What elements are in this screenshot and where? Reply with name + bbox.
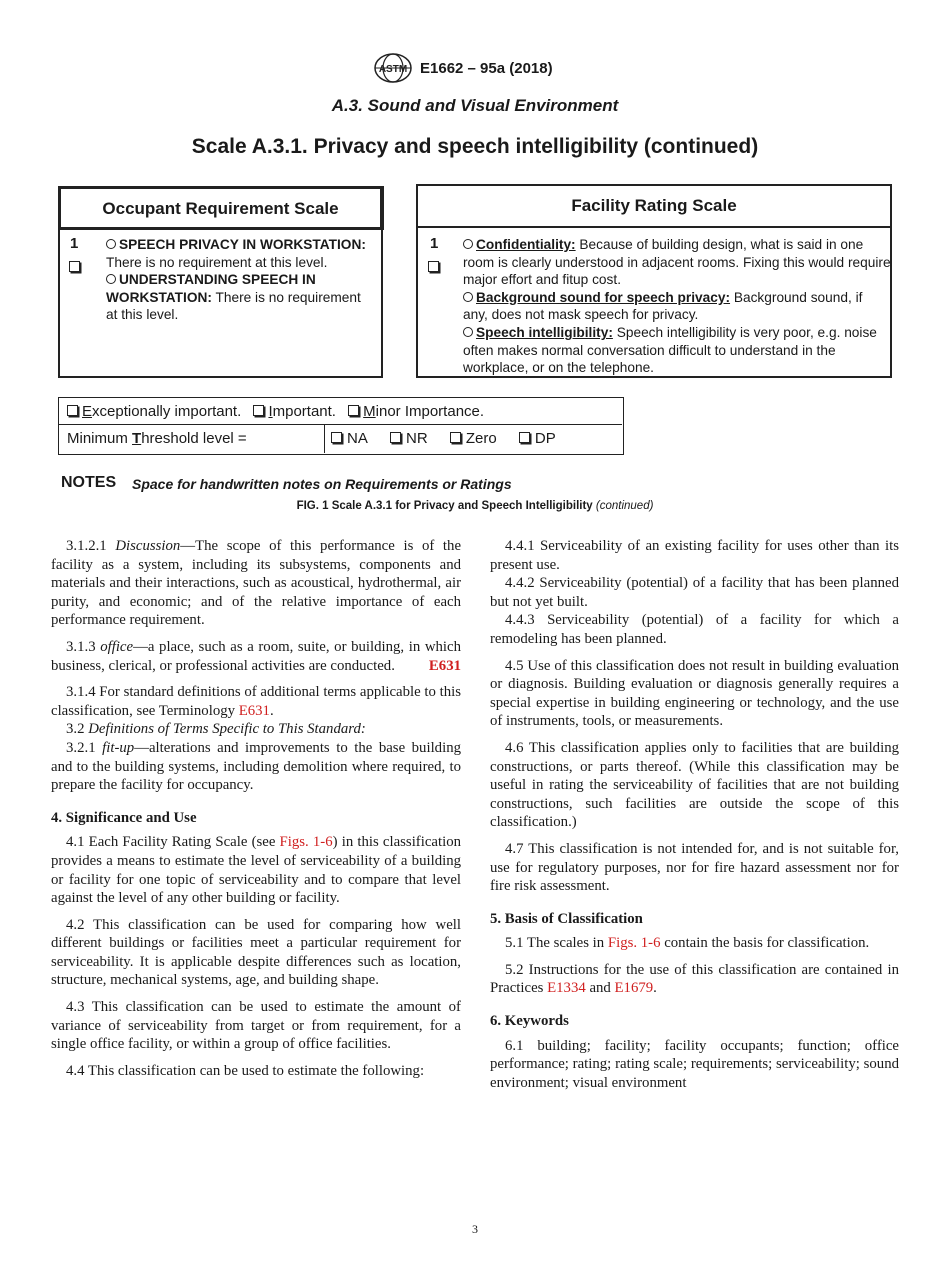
importance-table [58,397,624,455]
facility-level-number: 1 [430,235,439,252]
figure-caption: FIG. 1 Scale A.3.1 for Privacy and Speech Intelligibility (continued) [296,500,654,512]
section-title: A.3. Sound and Visual Environment [331,96,619,115]
importance-option-minor[interactable]: Minor Importance. [348,403,484,420]
facility-item [463,236,891,289]
heading-4: 4. Significance and Use [51,809,197,826]
threshold-option-na[interactable]: NA [331,430,368,447]
threshold-label: Minimum Threshold level = [59,425,325,453]
facility-level-checkbox[interactable] [428,259,439,277]
facility-item [463,324,891,377]
paragraph-6-1: 6.1 building; facility; facility occupants; function; office performance; rating; rating scale; requirements; serviceability; sound environment; visual environment [490,1037,899,1091]
paragraph-3-1-2-1: 3.1.2.1 Discussion—The scope of this performance is of the facility as a system, including its subsystems, components and materials and their interactions, such as acoustical, hydrothermal, air purity, and economic; and of the relative importance of each performance requirement. [51,538,462,629]
threshold-options [325,425,622,453]
paragraph-4-1: 4.1 Each Facility Rating Scale (see Figs. 1-6) in this classification provides a means to estimate the level of serviceability of a building or facility for one topic of serviceability and to compare that level against the level of any other building or facility. [51,834,461,907]
scale-title: Scale A.3.1. Privacy and speech intelligibility (continued) [191,135,759,158]
astm-logo-icon [373,52,413,84]
occupant-item [106,271,376,324]
occupant-requirement-text [106,236,376,324]
importance-option-exceptional[interactable]: Exceptionally important. [67,403,241,420]
figs-link[interactable]: Figs. 1-6 [607,935,661,952]
paragraph-4-4-2: 4.4.2 Serviceability (potential) of a facility that has been planned but not yet built. [490,575,899,610]
radio-circle-icon [463,327,473,337]
paragraph-3-1-3: 3.1.3 office—a place, such as a room, suite, or building, in which business, clerical, or professional activities are conducted. E631 [51,638,461,674]
facility-item-text: Because of building design, what is said in one room is clearly understood in adjacent rooms. Fixing this would require major effort and fitup cost. [463,237,891,288]
occupant-scale-heading: Occupant Requirement Scale [58,186,384,230]
radio-circle-icon [106,239,116,249]
occupant-item-text: There is no requirement at this level. [106,254,328,270]
radio-circle-icon [463,292,473,302]
e631-link[interactable]: E631 [238,702,270,719]
facility-item-term: Speech intelligibility: [476,324,613,340]
svg-text:ASTM: ASTM [378,64,408,75]
paragraph-4-6: 4.6 This classification applies only to facilities that are building constructions, or parts thereof. (While this classification may be useful in rating the serviceability of facilities that are not building constructions, such facilities are outside the scope of this classification.) [490,739,899,831]
occupant-item [106,236,376,271]
paragraph-4-3: 4.3 This classification can be used to estimate the amount of variance of serviceability from target or from requirement, for a single office facility, or within a group of office facilities. [51,999,461,1053]
facility-item-text: Speech intelligibility is very poor, e.g. noise often makes normal conversation difficult to understand in the workplace, or on the telephone. [463,324,877,376]
facility-rating-text [463,236,891,377]
figs-link[interactable]: Figs. 1-6 [279,834,333,851]
threshold-option-nr[interactable]: NR [390,430,428,447]
heading-6: 6. Keywords [490,1013,569,1030]
threshold-option-dp[interactable]: DP [519,430,556,447]
e631-margin-ref[interactable]: E631 [428,657,461,674]
notes-instruction: Space for handwritten notes on Requirements or Ratings [132,476,512,492]
facility-item-term: Background sound for speech privacy: [476,289,731,305]
paragraph-3-2: 3.2 Definitions of Terms Specific to This Standard: [66,721,366,738]
page-number: 3 [472,1222,478,1236]
e1679-link[interactable]: E1679 [614,980,654,997]
radio-circle-icon [463,239,473,249]
facility-scale-cell [416,226,892,378]
facility-item-term: Confidentiality: [476,237,576,252]
paragraph-4-5: 4.5 Use of this classification does not result in building evaluation or diagnosis. Building evaluation or diagnosis generally requires a special expertise in building engineering or technology, and the use of instruments, tools, or measurements. [490,657,899,730]
occupant-scale-cell [58,228,383,378]
facility-item-text: Background sound, if any, does not mask speech for privacy. [463,289,863,323]
paragraph-4-4-3: 4.4.3 Serviceability (potential) of a facility for which a remodeling has been planned. [490,612,899,647]
importance-option-important[interactable]: Important. [253,403,336,420]
threshold-option-zero[interactable]: Zero [450,430,497,447]
occupant-level-checkbox[interactable] [69,259,80,277]
occupant-item-term: SPEECH PRIVACY IN WORKSTATION: [119,237,366,252]
e1334-link[interactable]: E1334 [547,980,586,997]
right-column [490,537,899,1092]
paragraph-4-4-1: 4.4.1 Serviceability of an existing facility for uses other than its present use. [490,538,899,573]
facility-item [463,289,891,324]
notes-label: NOTES [61,474,117,491]
facility-scale-heading: Facility Rating Scale [416,184,892,228]
paragraph-3-2-1: 3.2.1 fit-up—alterations and improvements to the base building and to the building systems, including demolition where required, to prepare the facility for occupancy. [51,739,461,794]
paragraph-4-7: 4.7 This classification is not intended for, and is not suitable for, use for regulatory purposes, nor for fire hazard assessment nor for fire risk assessment. [490,840,899,895]
occupant-level-number: 1 [70,235,79,252]
occupant-item-term: UNDERSTANDING SPEECH IN WORKSTATION: [106,272,316,305]
paragraph-4-2: 4.2 This classification can be used for comparing how well different buildings or facilities meet a particular requirement for serviceability. It is applicable despite differences such as location, structure, mechanical systems, age, and building shape. [51,916,461,989]
importance-row [59,398,622,425]
standard-designation: E1662 – 95a (2018) [420,60,553,77]
paragraph-3-1-4: 3.1.4 For standard definitions of additional terms applicable to this classification, see Terminology E631. [51,684,461,719]
paragraph-4-4: 4.4 This classification can be used to estimate the following: [66,1062,425,1079]
left-column [51,537,461,1080]
paragraph-5-1: 5.1 The scales in Figs. 1-6 contain the basis for classification. [505,935,870,952]
occupant-item-text: There is no requirement at this level. [106,289,361,323]
heading-5: 5. Basis of Classification [490,910,643,927]
radio-circle-icon [106,274,116,284]
paragraph-5-2: 5.2 Instructions for the use of this classification are contained in Practices E1334 and E1679. [490,961,899,997]
